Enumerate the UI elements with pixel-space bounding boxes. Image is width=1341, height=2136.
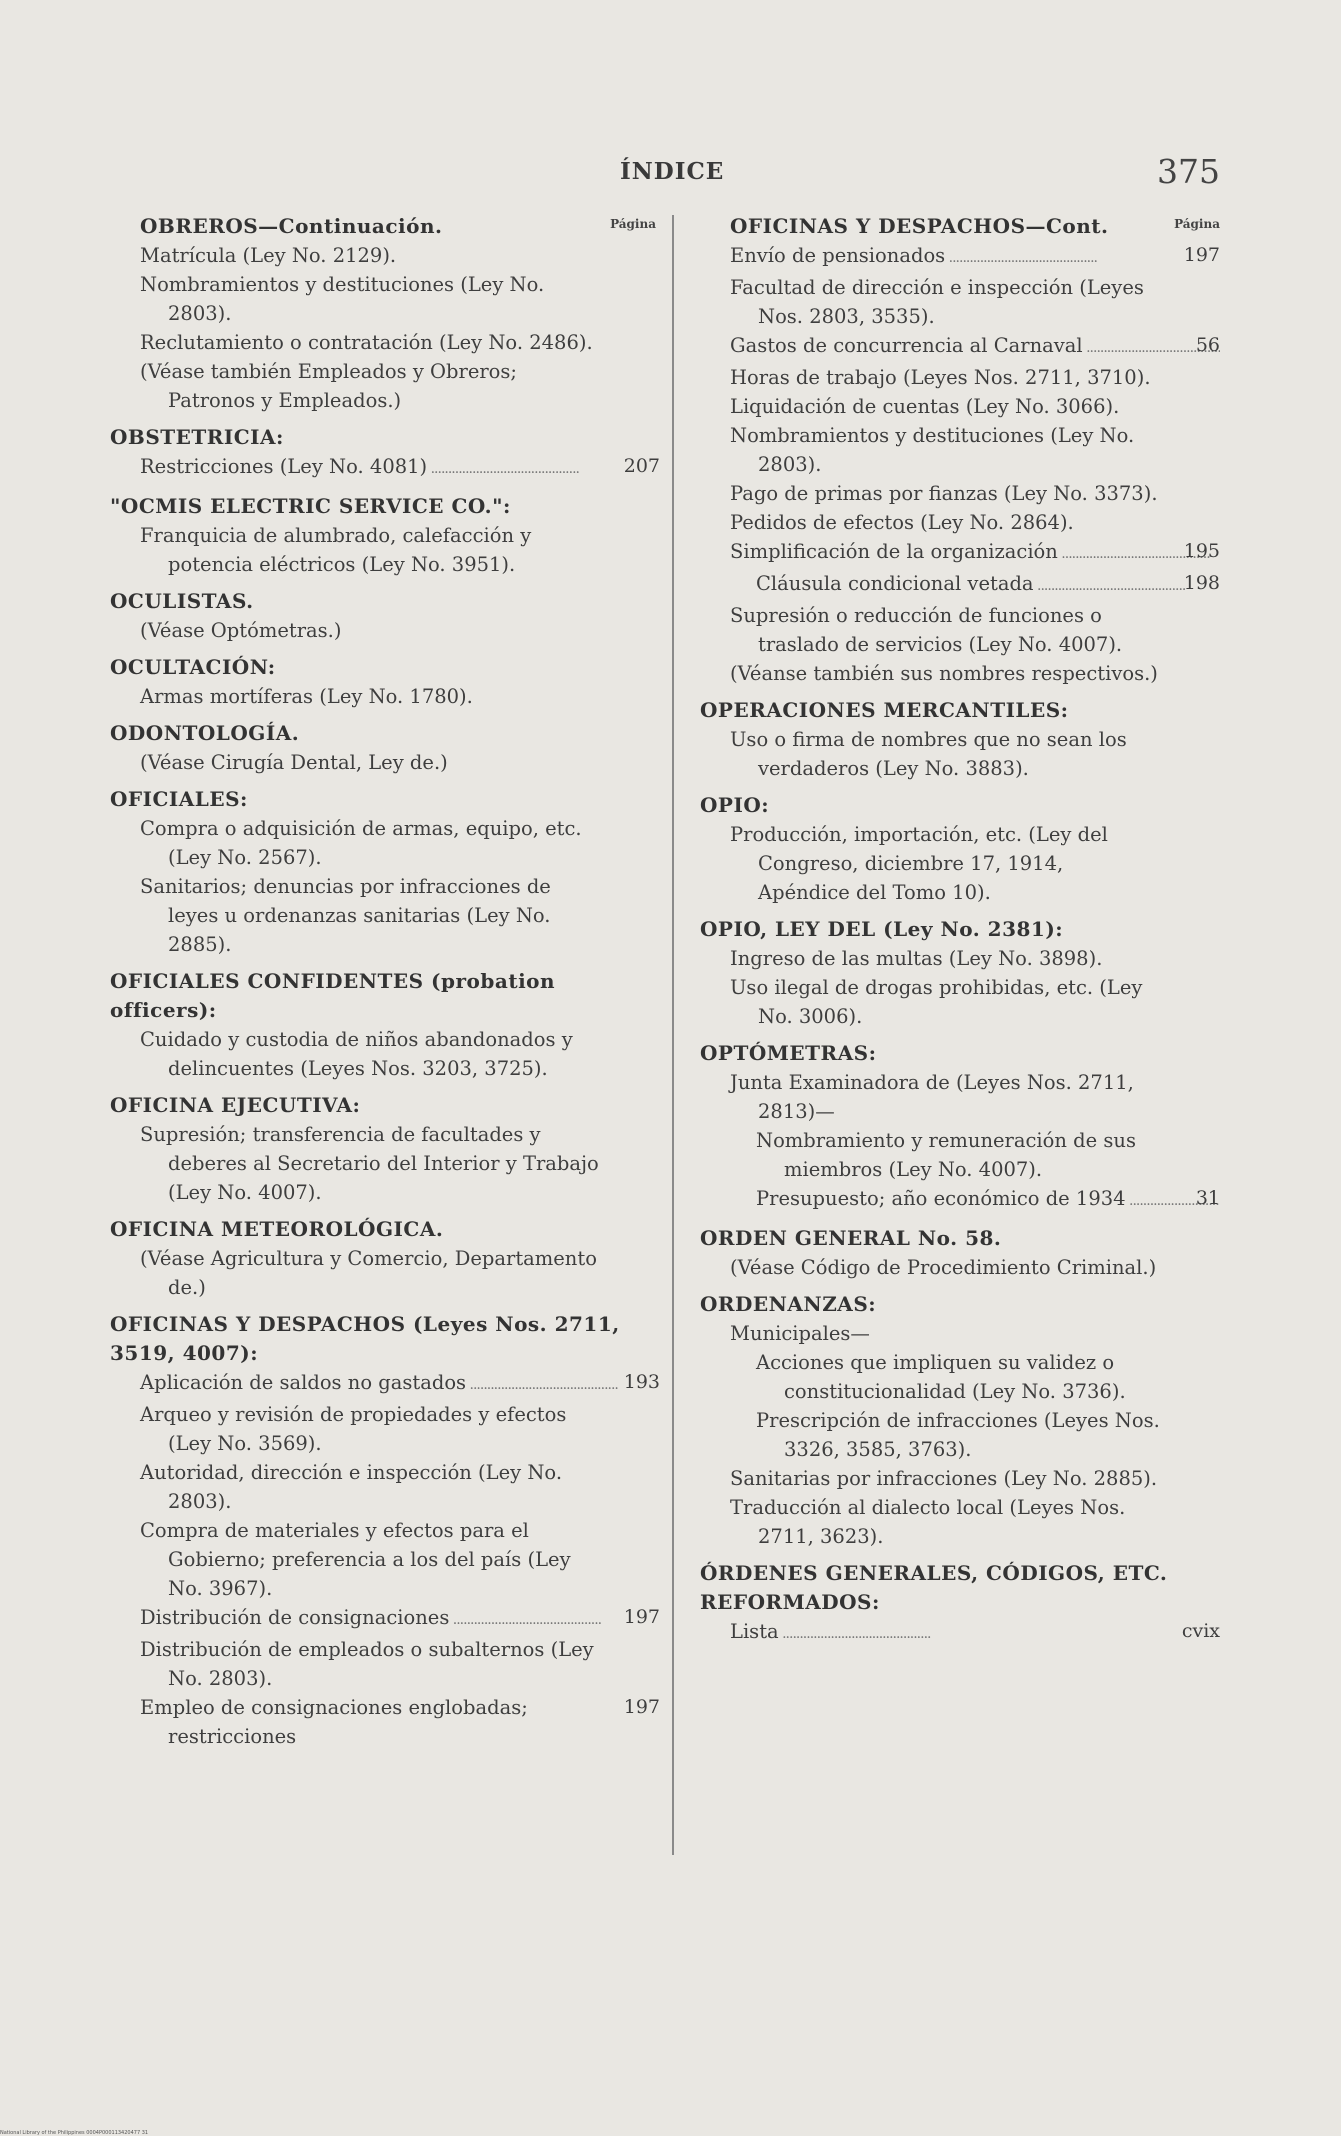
entry-page-number: 197: [623, 1606, 660, 1628]
index-entry: [110, 1603, 660, 1635]
section-heading: ODONTOLOGÍA.: [110, 721, 300, 745]
entry-text: Autoridad, dirección e inspección (Ley No. 2803).: [140, 1461, 563, 1513]
index-entry: [110, 1244, 660, 1302]
index-entry: [700, 820, 1220, 907]
entry-text: Sanitarios; denuncias por infracciones de leyes u ordenanzas sanitarias (Ley No. 2885).: [140, 875, 551, 956]
entry-text: Gastos de concurrencia al Carnaval .....: [730, 334, 1220, 357]
index-entry: [110, 1635, 660, 1693]
index-section: [700, 1039, 1220, 1216]
index-section: [110, 1215, 660, 1302]
index-entry: [700, 1348, 1220, 1406]
index-entry: [700, 1253, 1220, 1282]
index-entry: [700, 273, 1220, 331]
index-section: [110, 212, 660, 415]
index-entry: [110, 1458, 660, 1516]
index-entry: [110, 1516, 660, 1603]
entry-page-number: 197: [1183, 244, 1220, 266]
index-entry: [700, 1068, 1220, 1126]
index-section: [700, 696, 1220, 783]
entry-page-number: 193: [623, 1371, 660, 1393]
entry-text: Supresión o reducción de funciones o traslado de servicios (Ley No. 4007).: [730, 604, 1123, 656]
entry-text: Ingreso de las multas (Ley No. 3898).: [730, 947, 1103, 970]
entry-text: Arqueo y revisión de propiedades y efectos (Ley No. 3569).: [140, 1403, 567, 1455]
index-section: [110, 587, 660, 645]
entry-text: Compra o adquisición de armas, equipo, etc. (Ley No. 2567).: [140, 817, 582, 869]
index-entry: [700, 508, 1220, 537]
index-entry: [700, 1319, 1220, 1348]
index-entry: [700, 601, 1220, 659]
entry-page-number: 31: [1195, 1187, 1220, 1209]
index-entry: [700, 363, 1220, 392]
page-header: [150, 152, 1220, 202]
entry-text: Envío de pensionados .....: [730, 244, 1097, 267]
index-entry: [700, 1406, 1220, 1464]
entry-text: Reclutamiento o contratación (Ley No. 2486).: [140, 331, 593, 354]
index-section: [110, 492, 660, 579]
index-section: [700, 791, 1220, 907]
entry-text: Cuidado y custodia de niños abandonados y delincuentes (Leyes Nos. 3203, 3725).: [140, 1028, 573, 1080]
entry-text: Presupuesto; año económico de 1934 .....: [756, 1187, 1220, 1210]
index-entry: [110, 452, 660, 484]
pagina-label: Página: [610, 217, 656, 231]
entry-text: Restricciones (Ley No. 4081) .....: [140, 455, 579, 478]
index-section: [110, 967, 660, 1083]
footer-stamp: National Library of the Philippines 0004P000113420477 31: [0, 2130, 149, 2136]
section-heading: OFICINA EJECUTIVA:: [110, 1093, 361, 1117]
entry-text: Uso o firma de nombres que no sean los verdaderos (Ley No. 3883).: [730, 728, 1127, 780]
index-entry: [700, 1126, 1220, 1184]
entry-text: Pago de primas por fianzas (Ley No. 3373).: [730, 482, 1158, 505]
section-heading: OFICINA METEOROLÓGICA.: [110, 1217, 444, 1241]
entry-text: Distribución de consignaciones .....: [140, 1606, 601, 1629]
entry-page-number: 195: [1183, 540, 1220, 562]
index-entry: [700, 725, 1220, 783]
entry-page-number: 56: [1195, 334, 1220, 356]
index-column-right: [700, 212, 1220, 1657]
header-title: ÍNDICE: [620, 158, 725, 185]
entry-text: Facultad de dirección e inspección (Leyes Nos. 2803, 3535).: [730, 276, 1144, 328]
entry-text: Cláusula condicional vetada .....: [756, 572, 1185, 595]
section-heading: OCULTACIÓN:: [110, 655, 276, 679]
index-entry: [700, 479, 1220, 508]
index-entry: [110, 748, 660, 777]
section-heading: OFICIALES CONFIDENTES (probation officers):: [110, 969, 556, 1022]
index-section: [110, 785, 660, 959]
entry-text: (Véase Cirugía Dental, Ley de.): [140, 751, 448, 774]
section-heading: ORDEN GENERAL No. 58.: [700, 1226, 1002, 1250]
section-heading: OFICINAS Y DESPACHOS—Cont.: [730, 214, 1109, 238]
entry-text: Acciones que impliquen su validez o constitucionalidad (Ley No. 3736).: [756, 1351, 1126, 1403]
index-entry: [110, 1025, 660, 1083]
entry-text: Nombramientos y destituciones (Ley No. 2803).: [140, 273, 545, 325]
index-entry: [110, 1120, 660, 1207]
index-entry: [700, 944, 1220, 973]
entry-text: (Véase Agricultura y Comercio, Departamento de.): [140, 1247, 597, 1299]
index-entry: [700, 421, 1220, 479]
entry-text: Junta Examinadora de (Leyes Nos. 2711, 2813)—: [730, 1071, 1134, 1123]
index-entry: [700, 392, 1220, 421]
index-entry: [700, 1464, 1220, 1493]
entry-text: Supresión; transferencia de facultades y deberes al Secretario del Interior y Trabajo (Ley No. 4007).: [140, 1123, 599, 1204]
pagina-label: Página: [1174, 217, 1220, 231]
entry-text: Aplicación de saldos no gastados .....: [140, 1371, 618, 1394]
index-entry: [700, 1493, 1220, 1551]
entry-text: Compra de materiales y efectos para el Gobierno; preferencia a los del país (Ley No. 3967).: [140, 1519, 571, 1600]
section-heading: OPIO:: [700, 793, 770, 817]
index-entry: [110, 328, 660, 357]
section-heading: "OCMIS ELECTRIC SERVICE CO.":: [110, 494, 511, 518]
index-entry: [700, 1184, 1220, 1216]
entry-text: Sanitarias por infracciones (Ley No. 2885).: [730, 1467, 1158, 1490]
entry-text: (Véase Código de Procedimiento Criminal.): [730, 1256, 1157, 1279]
index-entry: [110, 521, 660, 579]
index-entry: [700, 973, 1220, 1031]
entry-text: Matrícula (Ley No. 2129).: [140, 244, 397, 267]
entry-text: Simplificación de la organización .....: [730, 540, 1210, 563]
index-section: [110, 653, 660, 711]
section-heading: OCULISTAS.: [110, 589, 254, 613]
entry-text: Prescripción de infracciones (Leyes Nos. 3326, 3585, 3763).: [756, 1409, 1160, 1461]
entry-text: Nombramientos y destituciones (Ley No. 2803).: [730, 424, 1135, 476]
section-heading: OBREROS—Continuación.: [140, 214, 443, 238]
index-entry: [700, 659, 1220, 688]
entry-page-number: 197: [623, 1696, 660, 1718]
index-section: [110, 1091, 660, 1207]
entry-text: (Véase Optómetras.): [140, 619, 342, 642]
section-heading: OPIO, LEY DEL (Ley No. 2381):: [700, 917, 1064, 941]
index-section: [110, 1310, 660, 1751]
section-heading: ORDENANZAS:: [700, 1292, 877, 1316]
entry-text: Producción, importación, etc. (Ley del Congreso, diciembre 17, 1914, Apéndice del Tomo 10).: [730, 823, 1108, 904]
entry-text: Liquidación de cuentas (Ley No. 3066).: [730, 395, 1120, 418]
entry-page-number: 207: [623, 455, 660, 477]
index-entry: [110, 1693, 660, 1751]
index-entry: [110, 872, 660, 959]
section-heading: OPERACIONES MERCANTILES:: [700, 698, 1069, 722]
index-entry: [110, 357, 660, 415]
section-heading: OFICIALES:: [110, 787, 248, 811]
entry-text: Uso ilegal de drogas prohibidas, etc. (Ley No. 3006).: [730, 976, 1143, 1028]
entry-text: Traducción al dialecto local (Leyes Nos. 2711, 3623).: [730, 1496, 1126, 1548]
index-entry: [110, 1368, 660, 1400]
index-section: [700, 915, 1220, 1031]
column-divider: [672, 215, 674, 1855]
index-column-left: [110, 212, 660, 1759]
index-entry: [700, 537, 1220, 569]
entry-text: Horas de trabajo (Leyes Nos. 2711, 3710).: [730, 366, 1151, 389]
index-section: [700, 1224, 1220, 1282]
entry-text: Municipales—: [730, 1322, 870, 1345]
index-entry: [110, 682, 660, 711]
index-entry: [110, 270, 660, 328]
entry-text: (Véanse también sus nombres respectivos.): [730, 662, 1158, 685]
entry-text: Nombramiento y remuneración de sus miembros (Ley No. 4007).: [756, 1129, 1136, 1181]
entry-text: Lista .....: [730, 1620, 930, 1643]
index-entry: [110, 616, 660, 645]
entry-text: Distribución de empleados o subalternos (Ley No. 2803).: [140, 1638, 594, 1690]
index-section: [700, 1290, 1220, 1551]
section-heading: OBSTETRICIA:: [110, 425, 284, 449]
entry-page-number: cvix: [1181, 1620, 1220, 1642]
index-section: [110, 423, 660, 484]
index-entry: [110, 814, 660, 872]
section-heading: ÓRDENES GENERALES, CÓDIGOS, ETC. REFORMADOS:: [700, 1561, 1168, 1614]
index-section: [110, 719, 660, 777]
entry-text: Armas mortíferas (Ley No. 1780).: [140, 685, 473, 708]
section-heading: OPTÓMETRAS:: [700, 1041, 877, 1065]
index-section: [700, 212, 1220, 688]
index-entry: [700, 241, 1220, 273]
section-heading: OFICINAS Y DESPACHOS (Leyes Nos. 2711, 3519, 4007):: [110, 1312, 620, 1365]
entry-text: Pedidos de efectos (Ley No. 2864).: [730, 511, 1074, 534]
entry-page-number: 198: [1183, 572, 1220, 594]
index-section: [700, 1559, 1220, 1649]
index-entry: [700, 1617, 1220, 1649]
entry-text: Franquicia de alumbrado, calefacción y potencia eléctricos (Ley No. 3951).: [140, 524, 532, 576]
entry-text: (Véase también Empleados y Obreros; Patronos y Empleados.): [140, 360, 518, 412]
index-entry: [700, 331, 1220, 363]
index-entry: [700, 569, 1220, 601]
page-number: 375: [1157, 152, 1220, 191]
index-entry: [110, 1400, 660, 1458]
index-entry: [110, 241, 660, 270]
entry-text: Empleo de consignaciones englobadas; restricciones: [140, 1696, 528, 1748]
